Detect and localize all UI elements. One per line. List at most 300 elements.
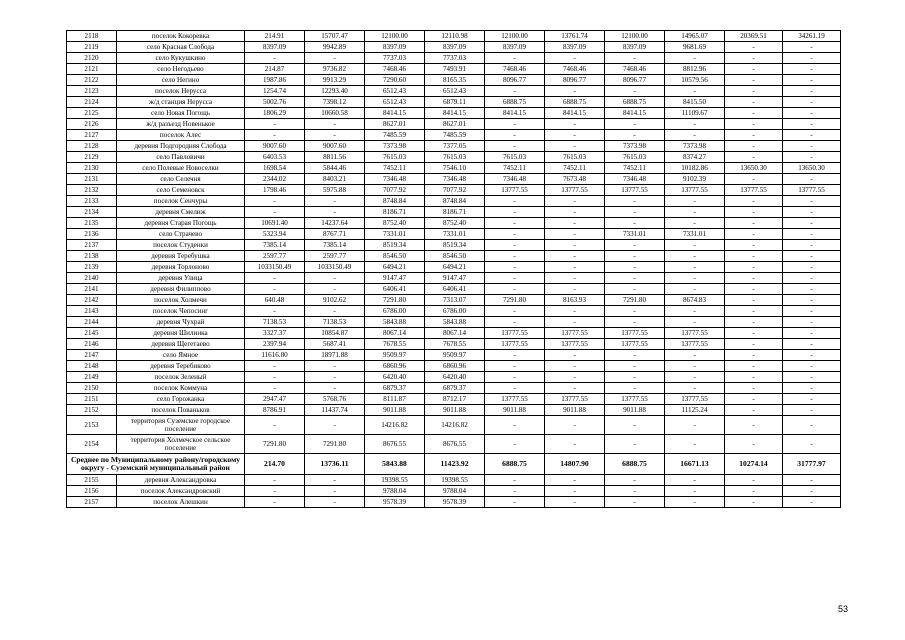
table-row <box>67 416 841 435</box>
value-cell: - <box>485 306 545 317</box>
value-cell: 8546.50 <box>425 251 485 262</box>
value-cell: - <box>783 141 841 152</box>
row-number-cell: 2136 <box>67 229 117 240</box>
value-cell: - <box>665 372 725 383</box>
value-cell: - <box>783 295 841 306</box>
value-cell: 7385.14 <box>245 240 305 251</box>
value-cell: 9578.39 <box>425 497 485 508</box>
value-cell: - <box>783 108 841 119</box>
value-cell: 8415.50 <box>665 97 725 108</box>
value-cell: 9011.88 <box>605 405 665 416</box>
settlement-name-cell: поселок Алешкин <box>117 497 245 508</box>
value-cell: - <box>605 284 665 295</box>
value-cell: - <box>725 328 783 339</box>
value-cell: 7291.80 <box>305 435 365 454</box>
value-cell: - <box>725 42 783 53</box>
value-cell: 6786.00 <box>425 306 485 317</box>
row-number-cell: 2157 <box>67 497 117 508</box>
value-cell: - <box>665 350 725 361</box>
value-cell: - <box>605 497 665 508</box>
value-cell: 13777.55 <box>545 394 605 405</box>
value-cell: - <box>783 130 841 141</box>
value-cell: 9147.47 <box>365 273 425 284</box>
row-number-cell: 2144 <box>67 317 117 328</box>
value-cell: 7331.01 <box>665 229 725 240</box>
value-cell: 214.91 <box>245 31 305 42</box>
value-cell: - <box>783 64 841 75</box>
value-cell: - <box>725 53 783 64</box>
value-cell: 8397.09 <box>425 42 485 53</box>
value-cell: - <box>245 372 305 383</box>
value-cell: - <box>485 207 545 218</box>
value-cell: 9007.60 <box>245 141 305 152</box>
row-number-cell: 2145 <box>67 328 117 339</box>
row-number-cell: 2133 <box>67 196 117 207</box>
value-cell: - <box>605 240 665 251</box>
table-row <box>67 75 841 86</box>
value-cell: - <box>605 251 665 262</box>
value-cell: 8786.91 <box>245 405 305 416</box>
value-cell: - <box>485 273 545 284</box>
value-cell: 8627.01 <box>365 119 425 130</box>
value-cell: - <box>545 284 605 295</box>
value-cell: 9007.60 <box>305 141 365 152</box>
value-cell: 7678.55 <box>365 339 425 350</box>
value-cell: 7737.03 <box>365 53 425 64</box>
table-row <box>67 383 841 394</box>
settlement-name-cell: поселок Александровский <box>117 486 245 497</box>
value-cell: - <box>245 497 305 508</box>
value-cell: 13777.55 <box>485 328 545 339</box>
value-cell: - <box>605 317 665 328</box>
value-cell: - <box>783 306 841 317</box>
value-cell: 6888.75 <box>485 97 545 108</box>
value-cell: 8676.55 <box>425 435 485 454</box>
value-cell: - <box>305 372 365 383</box>
value-cell: - <box>545 361 605 372</box>
table-row <box>67 86 841 97</box>
value-cell: - <box>305 284 365 295</box>
value-cell: - <box>605 273 665 284</box>
settlement-name-cell: деревня Щегетаево <box>117 339 245 350</box>
table-row <box>67 163 841 174</box>
value-cell: - <box>605 86 665 97</box>
value-cell: - <box>545 141 605 152</box>
settlement-name-cell: деревня Чухрай <box>117 317 245 328</box>
value-cell: - <box>485 229 545 240</box>
value-cell: - <box>485 240 545 251</box>
row-number-cell: 2123 <box>67 86 117 97</box>
row-number-cell: 2132 <box>67 185 117 196</box>
value-cell: - <box>725 152 783 163</box>
table-row <box>67 152 841 163</box>
settlement-name-cell: село Полевые Новоселки <box>117 163 245 174</box>
value-cell: - <box>783 75 841 86</box>
value-cell: 8414.15 <box>485 108 545 119</box>
value-cell: - <box>783 262 841 273</box>
value-cell: 14216.82 <box>365 416 425 435</box>
value-cell: 6494.21 <box>425 262 485 273</box>
value-cell: - <box>783 416 841 435</box>
value-cell: 7138.53 <box>245 317 305 328</box>
settlement-name-cell: деревня Филипповo <box>117 284 245 295</box>
summary-label-cell: Среднее по Муниципальному району/городскому округу - Суземский муниципальный район <box>67 454 245 475</box>
value-cell: - <box>485 497 545 508</box>
value-cell: - <box>783 328 841 339</box>
value-cell: - <box>783 207 841 218</box>
value-cell: - <box>665 240 725 251</box>
value-cell: - <box>783 86 841 97</box>
settlement-name-cell: село Страчево <box>117 229 245 240</box>
value-cell: - <box>605 416 665 435</box>
tariff-table <box>66 30 841 508</box>
value-cell: 5843.88 <box>365 317 425 328</box>
settlement-name-cell: деревня Теребушка <box>117 251 245 262</box>
row-number-cell: 2146 <box>67 339 117 350</box>
table-row <box>67 486 841 497</box>
value-cell: - <box>485 262 545 273</box>
value-cell: 9147.47 <box>425 273 485 284</box>
value-cell: 7346.48 <box>365 174 425 185</box>
value-cell: - <box>783 284 841 295</box>
value-cell: 7291.80 <box>605 295 665 306</box>
value-cell: - <box>725 240 783 251</box>
value-cell: 13777.55 <box>665 394 725 405</box>
value-cell: - <box>245 416 305 435</box>
value-cell: 19398.55 <box>365 475 425 486</box>
value-cell: 7615.03 <box>425 152 485 163</box>
summary-value-cell: 14807.90 <box>545 454 605 475</box>
value-cell: 14965.07 <box>665 31 725 42</box>
value-cell: 7485.59 <box>425 130 485 141</box>
value-cell: 9102.39 <box>665 174 725 185</box>
value-cell: 6406.41 <box>365 284 425 295</box>
summary-value-cell: 214.70 <box>245 454 305 475</box>
table-row <box>67 295 841 306</box>
value-cell: - <box>725 262 783 273</box>
value-cell: - <box>485 218 545 229</box>
settlement-name-cell: поселок Кокоревка <box>117 31 245 42</box>
value-cell: 8403.21 <box>305 174 365 185</box>
value-cell: 7291.80 <box>245 435 305 454</box>
value-cell: - <box>245 196 305 207</box>
value-cell: 7493.91 <box>425 64 485 75</box>
settlement-name-cell: территория Суземское городское поселение <box>117 416 245 435</box>
row-number-cell: 2154 <box>67 435 117 454</box>
value-cell: - <box>485 372 545 383</box>
row-number-cell: 2155 <box>67 475 117 486</box>
table-row <box>67 273 841 284</box>
value-cell: 8676.55 <box>365 435 425 454</box>
value-cell: 12100.00 <box>365 31 425 42</box>
table-row <box>67 394 841 405</box>
value-cell: 14216.82 <box>425 416 485 435</box>
value-cell: 13650.30 <box>783 163 841 174</box>
table-row <box>67 196 841 207</box>
value-cell: 13650.30 <box>725 163 783 174</box>
value-cell: - <box>725 141 783 152</box>
value-cell: - <box>485 317 545 328</box>
value-cell: - <box>665 306 725 317</box>
value-cell: 13777.55 <box>725 185 783 196</box>
value-cell: 10691.40 <box>245 218 305 229</box>
value-cell: - <box>783 372 841 383</box>
row-number-cell: 2148 <box>67 361 117 372</box>
value-cell: 2344.02 <box>245 174 305 185</box>
value-cell: - <box>605 486 665 497</box>
value-cell: - <box>305 475 365 486</box>
value-cell: 13777.55 <box>545 339 605 350</box>
value-cell: 6860.96 <box>365 361 425 372</box>
value-cell: 6879.11 <box>425 97 485 108</box>
settlement-name-cell: ж/д разъезд Новенькое <box>117 119 245 130</box>
value-cell: 6888.75 <box>545 97 605 108</box>
value-cell: - <box>725 229 783 240</box>
value-cell: 7468.46 <box>545 64 605 75</box>
value-cell: - <box>665 207 725 218</box>
value-cell: 12293.40 <box>305 86 365 97</box>
value-cell: 214.87 <box>245 64 305 75</box>
value-cell: - <box>305 273 365 284</box>
value-cell: - <box>725 394 783 405</box>
settlement-name-cell: деревня Старая Погощь <box>117 218 245 229</box>
value-cell: - <box>545 262 605 273</box>
settlement-name-cell: село Кукушкино <box>117 53 245 64</box>
summary-value-cell: 11423.92 <box>425 454 485 475</box>
value-cell: 6860.96 <box>425 361 485 372</box>
value-cell: - <box>305 207 365 218</box>
value-cell: - <box>783 405 841 416</box>
value-cell: - <box>725 174 783 185</box>
summary-value-cell: 10274.14 <box>725 454 783 475</box>
value-cell: 2397.94 <box>245 339 305 350</box>
value-cell: - <box>305 383 365 394</box>
value-cell: - <box>245 273 305 284</box>
value-cell: - <box>545 53 605 64</box>
value-cell: 8096.77 <box>605 75 665 86</box>
value-cell: 8519.34 <box>425 240 485 251</box>
table-row <box>67 218 841 229</box>
value-cell: - <box>305 306 365 317</box>
value-cell: - <box>783 152 841 163</box>
value-cell: 6420.40 <box>365 372 425 383</box>
table-row <box>67 339 841 350</box>
value-cell: - <box>545 196 605 207</box>
value-cell: 7737.03 <box>425 53 485 64</box>
value-cell: - <box>485 284 545 295</box>
value-cell: - <box>305 119 365 130</box>
value-cell: 7346.48 <box>485 174 545 185</box>
value-cell: 5843.88 <box>425 317 485 328</box>
value-cell: 7377.05 <box>425 141 485 152</box>
settlement-name-cell: поселок Сенчуры <box>117 196 245 207</box>
value-cell: 7373.98 <box>365 141 425 152</box>
value-cell: 6888.75 <box>605 97 665 108</box>
value-cell: 13777.55 <box>605 339 665 350</box>
value-cell: - <box>245 130 305 141</box>
value-cell: - <box>783 383 841 394</box>
value-cell: - <box>605 383 665 394</box>
value-cell: - <box>485 435 545 454</box>
value-cell: - <box>665 130 725 141</box>
value-cell: 6512.43 <box>425 86 485 97</box>
value-cell: 12110.98 <box>425 31 485 42</box>
value-cell: 8414.15 <box>425 108 485 119</box>
value-cell: - <box>783 339 841 350</box>
value-cell: - <box>665 53 725 64</box>
value-cell: - <box>245 284 305 295</box>
value-cell: - <box>305 196 365 207</box>
value-cell: 10182.86 <box>665 163 725 174</box>
value-cell: 1698.54 <box>245 163 305 174</box>
value-cell: - <box>605 435 665 454</box>
row-number-cell: 2139 <box>67 262 117 273</box>
value-cell: 9509.97 <box>425 350 485 361</box>
value-cell: - <box>605 130 665 141</box>
value-cell: 7485.59 <box>365 130 425 141</box>
value-cell: - <box>725 497 783 508</box>
value-cell: - <box>725 97 783 108</box>
row-number-cell: 2153 <box>67 416 117 435</box>
value-cell: 640.48 <box>245 295 305 306</box>
value-cell: - <box>485 130 545 141</box>
value-cell: - <box>605 306 665 317</box>
value-cell: 18971.88 <box>305 350 365 361</box>
value-cell: - <box>725 361 783 372</box>
row-number-cell: 2118 <box>67 31 117 42</box>
value-cell: 13777.55 <box>545 185 605 196</box>
value-cell: 12100.00 <box>605 31 665 42</box>
settlement-name-cell: деревня Александровка <box>117 475 245 486</box>
row-number-cell: 2149 <box>67 372 117 383</box>
value-cell: - <box>725 435 783 454</box>
value-cell: 8397.09 <box>545 42 605 53</box>
settlement-name-cell: поселок Холмечи <box>117 295 245 306</box>
value-cell: 13777.55 <box>665 328 725 339</box>
row-number-cell: 2151 <box>67 394 117 405</box>
value-cell: - <box>545 240 605 251</box>
value-cell: 13777.55 <box>605 394 665 405</box>
value-cell: 11616.80 <box>245 350 305 361</box>
value-cell: - <box>665 86 725 97</box>
value-cell: 7678.55 <box>425 339 485 350</box>
value-cell: 10854.87 <box>305 328 365 339</box>
value-cell: 14237.64 <box>305 218 365 229</box>
value-cell: - <box>605 262 665 273</box>
table-row <box>67 361 841 372</box>
value-cell: 10660.58 <box>305 108 365 119</box>
value-cell: - <box>545 497 605 508</box>
table-row <box>67 372 841 383</box>
summary-value-cell: 31777.97 <box>783 454 841 475</box>
table-row <box>67 405 841 416</box>
row-number-cell: 2121 <box>67 64 117 75</box>
table-row <box>67 42 841 53</box>
value-cell: - <box>783 497 841 508</box>
table-row <box>67 207 841 218</box>
value-cell: 13777.55 <box>605 328 665 339</box>
table-row <box>67 240 841 251</box>
value-cell: - <box>485 361 545 372</box>
value-cell: 8812.96 <box>665 64 725 75</box>
value-cell: 13777.55 <box>545 328 605 339</box>
value-cell: 8546.50 <box>365 251 425 262</box>
value-cell: 13761.74 <box>545 31 605 42</box>
value-cell: - <box>665 497 725 508</box>
value-cell: 8397.09 <box>245 42 305 53</box>
value-cell: 10579.56 <box>665 75 725 86</box>
row-number-cell: 2141 <box>67 284 117 295</box>
value-cell: 9102.62 <box>305 295 365 306</box>
value-cell: 8096.77 <box>485 75 545 86</box>
value-cell: 7373.98 <box>665 141 725 152</box>
value-cell: 7615.03 <box>365 152 425 163</box>
value-cell: 8414.15 <box>545 108 605 119</box>
value-cell: 7331.01 <box>365 229 425 240</box>
table-row <box>67 108 841 119</box>
value-cell: - <box>725 75 783 86</box>
row-number-cell: 2126 <box>67 119 117 130</box>
value-cell: 9011.88 <box>365 405 425 416</box>
value-cell: - <box>545 306 605 317</box>
value-cell: 8067.14 <box>365 328 425 339</box>
value-cell: 8163.93 <box>545 295 605 306</box>
value-cell: 9681.69 <box>665 42 725 53</box>
table-row <box>67 229 841 240</box>
value-cell: 8186.71 <box>365 207 425 218</box>
value-cell: 34261.19 <box>783 31 841 42</box>
value-cell: 7077.92 <box>365 185 425 196</box>
table-row <box>67 497 841 508</box>
value-cell: - <box>725 339 783 350</box>
value-cell: - <box>545 251 605 262</box>
value-cell: 8674.83 <box>665 295 725 306</box>
value-cell: 7468.46 <box>605 64 665 75</box>
value-cell: - <box>485 53 545 64</box>
settlement-name-cell: село Новая Погощь <box>117 108 245 119</box>
value-cell: 3327.37 <box>245 328 305 339</box>
value-cell: 1798.46 <box>245 185 305 196</box>
value-cell: - <box>665 218 725 229</box>
value-cell: - <box>485 350 545 361</box>
value-cell: - <box>545 416 605 435</box>
value-cell: 6512.43 <box>365 86 425 97</box>
value-cell: - <box>605 372 665 383</box>
value-cell: - <box>245 383 305 394</box>
row-number-cell: 2125 <box>67 108 117 119</box>
settlement-name-cell: поселок Чепосинг <box>117 306 245 317</box>
value-cell: - <box>545 273 605 284</box>
settlement-name-cell: деревня Шилинка <box>117 328 245 339</box>
value-cell: - <box>545 218 605 229</box>
value-cell: - <box>783 53 841 64</box>
settlement-name-cell: деревня Теребиково <box>117 361 245 372</box>
value-cell: - <box>725 196 783 207</box>
value-cell: - <box>245 53 305 64</box>
table-body <box>67 31 841 508</box>
value-cell: - <box>545 317 605 328</box>
value-cell: 1987.86 <box>245 75 305 86</box>
table-row <box>67 475 841 486</box>
value-cell: 7331.01 <box>425 229 485 240</box>
value-cell: 7346.48 <box>425 174 485 185</box>
value-cell: 8811.56 <box>305 152 365 163</box>
value-cell: - <box>725 251 783 262</box>
value-cell: 7452.11 <box>605 163 665 174</box>
value-cell: 9011.88 <box>425 405 485 416</box>
value-cell: - <box>305 130 365 141</box>
value-cell: 5002.76 <box>245 97 305 108</box>
